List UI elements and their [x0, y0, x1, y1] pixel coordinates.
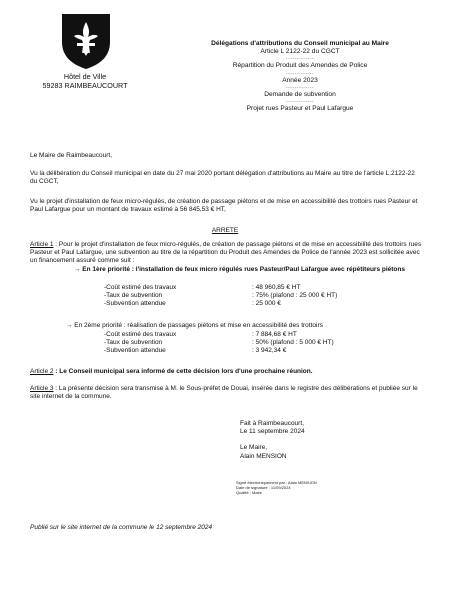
town-block	[30, 72, 140, 90]
signature-place: Fait à Raimbeaucourt,	[240, 420, 304, 427]
header-line-3: Répartition du Produit des Amendes de Police	[232, 62, 368, 70]
header-separator: -------------	[285, 84, 315, 91]
signature-block	[240, 420, 305, 461]
publication-note: Publié sur le site internet de la commune le 12 septembre 2024	[30, 524, 213, 531]
row-label: -Subvention attendue	[104, 347, 166, 355]
article-3-label: Article 3	[30, 385, 54, 392]
row-label: -Taux de subvention	[104, 339, 163, 347]
vu-paragraph-1: Vu la délibération du Conseil municipal en date du 27 mai 2020 portant délégation d'attributions au Maire au titre de l'article L.2122-22 du CGCT,	[30, 170, 415, 186]
document-header	[175, 40, 425, 113]
arrete-heading: ARRETE	[211, 227, 239, 234]
header-separator: -------------	[285, 70, 315, 77]
row-label: -Coût estimé des travaux	[104, 331, 177, 338]
signature-date: Le 11 septembre 2024	[240, 428, 305, 436]
signature-name: Alain MENSION	[240, 452, 287, 460]
article-3	[30, 385, 422, 401]
row-label: -Subvention attendue	[104, 300, 166, 308]
header-separator: -------------	[285, 99, 315, 106]
article-2-text: : Le Conseil municipal sera informé de cette décision lors d'une prochaine réunion.	[53, 368, 313, 375]
table-row	[104, 284, 337, 292]
electronic-signature-stamp	[236, 480, 317, 495]
vu-paragraph-2: Vu le projet d'installation de feux micro-régulés, de création de passage piétons et de mise en accessibilité des trottoirs rues Pasteur et Paul Lafargue pour un montant de travaux estimé à 56 845,53 € HT,	[30, 198, 418, 214]
article-3-text: : La présente décision sera transmise à M. le Sous-préfet de Douai, insérée dans le registre des délibérations et publiée sur le site internet de la commune.	[30, 385, 418, 401]
signature-role: Le Maire,	[240, 444, 268, 452]
header-line-5: Demande de subvention	[264, 90, 336, 98]
row-value: : 75% (plafond : 25 000 € HT)	[252, 292, 338, 300]
row-value: : 48 960,85 € HT	[252, 284, 301, 291]
row-value: : 50% (plafond : 5 000 € HT)	[252, 339, 334, 347]
esign-date: Date de signature : 11/09/2024	[236, 485, 291, 490]
coat-of-arms-icon	[60, 12, 112, 70]
table-row	[104, 292, 337, 300]
table-row	[104, 347, 334, 355]
row-value: : 7 884,68 € HT	[252, 331, 297, 338]
header-line-4: Année 2023	[282, 76, 318, 84]
article-2-label: Article 2	[30, 368, 54, 375]
town-address: 59283 RAIMBEAUCOURT	[42, 81, 128, 90]
priority-2-table	[104, 331, 334, 356]
row-label: -Coût estimé des travaux	[104, 284, 177, 291]
table-row	[104, 331, 334, 339]
table-row	[104, 300, 337, 308]
row-label: -Taux de subvention	[104, 292, 163, 300]
priority-1-table	[104, 284, 337, 309]
priority-1-title: → En 1ère priorité : l'installation de feux micro régulés rues Pasteur/Paul Lafargue avec répétiteurs piétons	[74, 266, 405, 273]
article-1	[30, 241, 422, 266]
town-hall-label: Hôtel de Ville	[63, 72, 107, 81]
priority-2-title: → En 2ème priorité : réalisation de passages piétons et mise en accessibilité des trottoirs	[66, 322, 323, 329]
row-value: : 3 942,34 €	[252, 347, 287, 355]
esign-quality: Qualité : Maire	[236, 490, 263, 495]
header-separator: -------------	[285, 56, 315, 63]
esign-signed-by: Signé électroniquement par : Alain MENSION	[236, 480, 317, 485]
header-line-6: Projet rues Pasteur et Paul Lafargue	[246, 105, 354, 113]
table-row	[104, 339, 334, 347]
article-1-label: Article 1	[30, 241, 54, 248]
header-line-2: Article L 2122-22 du CGCT	[260, 48, 340, 56]
header-line-1: Délégations d'attributions du Conseil municipal au Maire	[211, 40, 389, 47]
article-1-text: : Pour le projet d'installation de feux micro-régulés, de création de passage piétons et de mise en accessibilité des trottoirs rues Pasteur et Paul Lafargue, une subvention au titre de la répartition du Produit des Amendes de Police de l'année 2023 est sollicitée avec un financement assuré comme suit :	[30, 241, 422, 265]
article-2	[30, 368, 422, 376]
salutation: Le Maire de Raimbeaucourt,	[30, 152, 113, 159]
row-value: : 25 000 €	[252, 300, 281, 308]
